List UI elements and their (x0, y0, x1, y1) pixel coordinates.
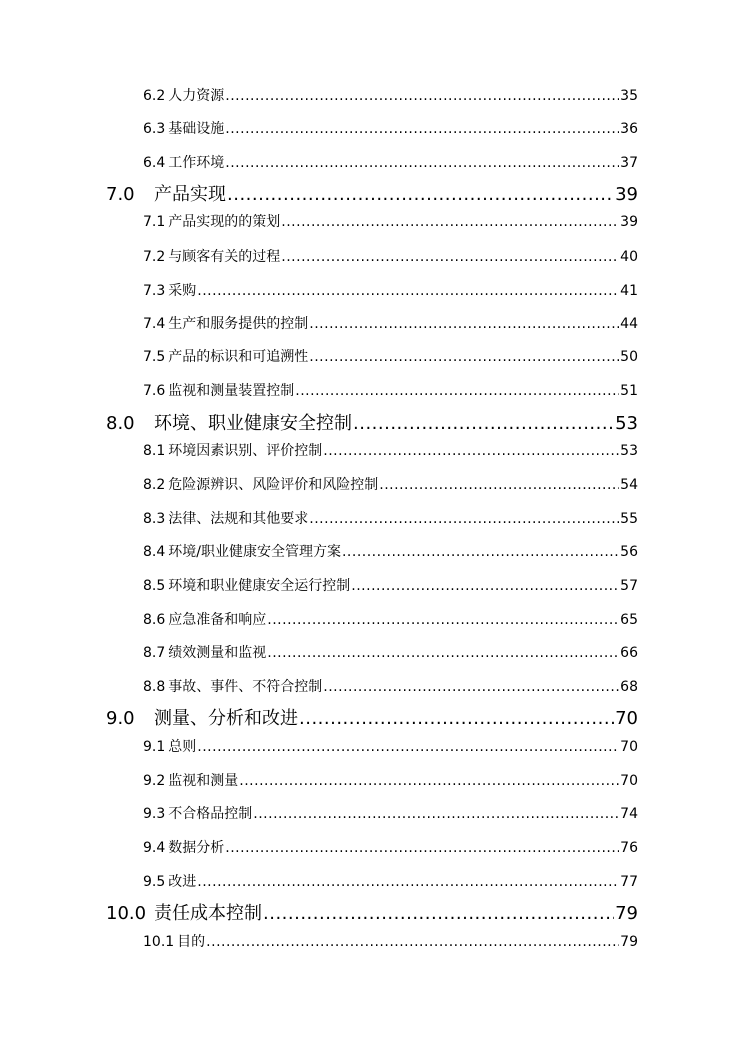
toc-entry-page: 55 (620, 511, 638, 527)
dot-leader (227, 186, 614, 204)
dot-leader (263, 905, 614, 923)
toc-entry-title: 绩效测量和监视 (168, 645, 267, 661)
toc-entry-page: 53 (620, 443, 638, 459)
toc-entry-7-3[interactable] (143, 284, 638, 298)
toc-entry-number: 8.6 (143, 612, 166, 628)
dot-leader (323, 444, 619, 458)
toc-entry-number: 9.5 (143, 874, 166, 890)
toc-entry-title: 环境因素识别、评价控制 (168, 443, 323, 459)
toc-entry-page: 36 (620, 121, 638, 137)
toc-entry-7-6[interactable] (143, 384, 638, 398)
toc-entry-title: 事故、事件、不符合控制 (168, 679, 323, 695)
toc-entry-page: 40 (620, 249, 638, 265)
toc-entry-number: 7.0 (106, 184, 135, 205)
toc-entry-title: 与顾客有关的过程 (168, 249, 281, 265)
toc-entry-title: 数据分析 (168, 840, 225, 856)
toc-entry-number: 8.8 (143, 679, 166, 695)
toc-entry-9-2[interactable] (143, 774, 638, 788)
toc-entry-number: 7.4 (143, 316, 166, 332)
toc-entry-8-7[interactable] (143, 646, 638, 660)
dot-leader (225, 122, 619, 136)
toc-entry-page: 65 (620, 612, 638, 628)
toc-entry-title: 监视和测量装置控制 (168, 383, 295, 399)
toc-entry-page: 74 (620, 806, 638, 822)
toc-entry-title: 测量、分析和改进 (154, 708, 298, 729)
toc-entry-number: 8.4 (143, 544, 166, 560)
toc-entry-7-4[interactable] (143, 317, 638, 331)
dot-leader (351, 579, 619, 593)
toc-entry-number: 8.3 (143, 511, 166, 527)
toc-entry-title: 生产和服务提供的控制 (168, 316, 309, 332)
toc-entry-title: 目的 (177, 934, 206, 950)
toc-entry-number: 10.0 (106, 903, 147, 924)
toc-entry-title: 产品的标识和可追溯性 (168, 349, 309, 365)
toc-entry-title: 采购 (168, 283, 197, 299)
toc-entry-number: 7.6 (143, 383, 166, 399)
toc-entry-10-1[interactable] (143, 935, 638, 949)
dot-leader (309, 317, 619, 331)
dot-leader (225, 89, 619, 103)
toc-entry-title: 法律、法规和其他要求 (168, 511, 309, 527)
toc-entry-9-5[interactable] (143, 875, 638, 889)
dot-leader (267, 613, 619, 627)
toc-entry-title: 基础设施 (168, 121, 225, 137)
toc-entry-title: 产品实现的的策划 (168, 214, 281, 230)
toc-entry-8-1[interactable] (143, 444, 638, 458)
toc-entry-8-0[interactable] (106, 415, 638, 433)
toc-entry-number: 10.1 (143, 934, 175, 950)
toc-entry-8-3[interactable] (143, 512, 638, 526)
toc-entry-page: 79 (615, 903, 638, 924)
dot-leader (267, 646, 619, 660)
toc-entry-6-3[interactable] (143, 122, 638, 136)
toc-entry-8-5[interactable] (143, 579, 638, 593)
toc-entry-number: 6.4 (143, 155, 166, 171)
toc-entry-7-2[interactable] (143, 250, 638, 264)
toc-entry-title: 环境和职业健康安全运行控制 (168, 578, 351, 594)
toc-entry-number: 8.0 (106, 413, 135, 434)
dot-leader (353, 415, 614, 433)
dot-leader (342, 545, 619, 559)
toc-entry-title: 人力资源 (168, 88, 225, 104)
toc-entry-6-2[interactable] (143, 89, 638, 103)
toc-entry-title: 改进 (168, 874, 197, 890)
toc-entry-9-4[interactable] (143, 841, 638, 855)
toc-entry-page: 57 (620, 578, 638, 594)
toc-entry-title: 总则 (168, 739, 197, 755)
toc-entry-7-5[interactable] (143, 350, 638, 364)
dot-leader (225, 841, 619, 855)
toc-entry-number: 8.1 (143, 443, 166, 459)
toc-entry-page: 70 (620, 739, 638, 755)
toc-entry-number: 6.2 (143, 88, 166, 104)
toc-entry-title: 产品实现 (154, 184, 226, 205)
toc-entry-number: 7.5 (143, 349, 166, 365)
dot-leader (197, 284, 619, 298)
toc-entry-page: 51 (620, 383, 638, 399)
toc-entry-title: 不合格品控制 (168, 806, 253, 822)
dot-leader (197, 875, 619, 889)
dot-leader (309, 350, 619, 364)
dot-leader (281, 250, 619, 264)
toc-entry-page: 56 (620, 544, 638, 560)
toc-entry-page: 53 (615, 413, 638, 434)
toc-entry-page: 37 (620, 155, 638, 171)
toc-entry-number: 9.3 (143, 806, 166, 822)
toc-entry-7-1[interactable] (143, 215, 638, 229)
toc-entry-number: 8.2 (143, 477, 166, 493)
toc-entry-number: 8.5 (143, 578, 166, 594)
toc-entry-9-0[interactable] (106, 710, 638, 728)
toc-entry-page: 54 (620, 477, 638, 493)
toc-entry-page: 79 (620, 934, 638, 950)
toc-entry-title: 应急准备和响应 (168, 612, 267, 628)
dot-leader (253, 807, 619, 821)
toc-entry-page: 44 (620, 316, 638, 332)
dot-leader (225, 156, 619, 170)
toc-entry-page: 70 (620, 773, 638, 789)
toc-entry-7-0[interactable] (106, 186, 638, 204)
toc-entry-page: 70 (615, 708, 638, 729)
toc-entry-title: 环境/职业健康安全管理方案 (168, 544, 341, 560)
toc-entry-page: 39 (615, 184, 638, 205)
toc-entry-number: 9.2 (143, 773, 166, 789)
toc-entry-title: 责任成本控制 (154, 903, 262, 924)
toc-entry-9-1[interactable] (143, 740, 638, 754)
dot-leader (379, 478, 619, 492)
dot-leader (206, 935, 619, 949)
toc-entry-page: 77 (620, 874, 638, 890)
dot-leader (197, 740, 619, 754)
toc-entry-8-8[interactable] (143, 680, 638, 694)
toc-entry-title: 工作环境 (168, 155, 225, 171)
toc-entry-8-4[interactable] (143, 545, 638, 559)
toc-entry-page: 76 (620, 840, 638, 856)
toc-entry-page: 50 (620, 349, 638, 365)
dot-leader (239, 774, 619, 788)
toc-entry-page: 41 (620, 283, 638, 299)
toc-entry-page: 68 (620, 679, 638, 695)
toc-entry-number: 9.0 (106, 708, 135, 729)
toc-entry-9-3[interactable] (143, 807, 638, 821)
toc-entry-number: 7.1 (143, 214, 166, 230)
dot-leader (309, 512, 619, 526)
toc-entry-8-6[interactable] (143, 613, 638, 627)
toc-entry-title: 危险源辨识、风险评价和风险控制 (168, 477, 379, 493)
dot-leader (295, 384, 619, 398)
toc-entry-title: 环境、职业健康安全控制 (154, 413, 352, 434)
toc-entry-number: 7.2 (143, 249, 166, 265)
toc-entry-number: 9.1 (143, 739, 166, 755)
toc-entry-number: 9.4 (143, 840, 166, 856)
toc-entry-number: 8.7 (143, 645, 166, 661)
toc-entry-number: 7.3 (143, 283, 166, 299)
toc-entry-10-0[interactable] (106, 905, 638, 923)
toc-entry-page: 39 (620, 214, 638, 230)
dot-leader (323, 680, 619, 694)
toc-entry-title: 监视和测量 (168, 773, 239, 789)
toc-entry-6-4[interactable] (143, 156, 638, 170)
toc-entry-number: 6.3 (143, 121, 166, 137)
toc-entry-page: 66 (620, 645, 638, 661)
dot-leader (299, 710, 614, 728)
toc-entry-page: 35 (620, 88, 638, 104)
dot-leader (281, 215, 619, 229)
toc-entry-8-2[interactable] (143, 478, 638, 492)
